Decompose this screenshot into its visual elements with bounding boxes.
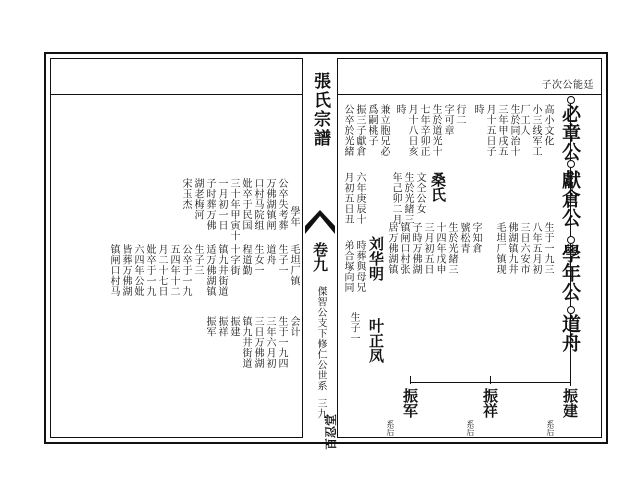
lineage-node-icon [567,96,575,104]
bio-col: 生于一九三 [542,222,553,275]
bio-col: 小三线军工 [530,104,541,157]
left-col: 毛坦厂镇 [288,244,299,286]
bio-col: 居万佛湖镇 [386,222,397,275]
child-note-1: 系后 [546,420,555,436]
volume-label: 卷九 [311,242,329,272]
left-col: 三日万佛湖 [252,316,263,369]
bio-col: 子時万佛湖 [410,222,421,275]
spouse-text: 生於光緒三 [402,172,413,225]
lineage-name-3: 學年公 [559,244,581,301]
lineage-name-4: 道舟 [559,314,581,352]
left-col: 三十年甲寅十 [228,178,239,241]
bio-col: 月初五日丑 [342,172,353,225]
bio-col: 字可章 [442,104,453,136]
lineage-node-icon [567,236,575,244]
bio-col: 镇闸口村张 [398,222,409,275]
children-branch-tick [490,376,491,384]
left-col: 镇九井街道 [240,316,251,369]
spouse-text: 文仝公女 [414,172,425,214]
child-name-3: 振军 [401,388,419,418]
genealogy-title: 張氏宗譜 [310,72,330,148]
left-col: 一月初一日 [216,178,227,231]
spine-chevron-icon [303,210,337,236]
child-name-1: 振建 [561,388,579,418]
bio-col: 佛湖镇九井 [506,222,517,275]
left-col: 生子一 [276,244,287,276]
spine-column [302,58,339,451]
bio-col: 生於光緒三 [446,222,457,275]
bio-col: 時葬與母兄 [354,240,365,293]
bio-col: 時 [394,104,405,115]
left-col: 妣卒于一九 [144,244,155,297]
bio-col: 三日六安市 [518,222,529,275]
bio-col: 號松青 [458,222,469,254]
bio-col: 十四年戊申 [434,222,445,275]
left-col: 湖老梅河 [192,178,203,220]
left-col: 道舟 [264,244,275,265]
children-branch-tick [410,376,411,384]
bio-col: 生子一 [348,312,359,344]
left-col: 三年六月初 [264,316,275,369]
child-note-3: 系后 [386,420,395,436]
bio-col: 爲嗣桃子 [366,104,377,146]
bio-col: 公卒於光緒 [342,104,353,157]
left-col: 程道勤 [240,244,251,276]
child-name-2: 振祥 [481,388,499,418]
lineage-node-icon [567,306,575,314]
bio-col: 三年甲戌五 [496,104,507,157]
left-col: 公卒失考葬 [276,178,287,231]
left-col: 六四年公妣 [132,244,143,297]
page-number: 三九 [315,398,326,419]
child-note-2: 系后 [466,420,475,436]
bio-col: 生於同治十 [508,104,519,157]
bio-col: 生於道光十 [430,104,441,157]
left-col: 万佛湖镇闸 [264,178,275,231]
bio-col: 三月初五日 [422,222,433,275]
left-col: 五四年十二 [168,244,179,297]
bio-col: 毛坦厂镇现 [494,222,505,275]
left-col: 会计 [288,316,299,337]
left-col: 妣卒于民国 [240,178,251,231]
lineage-name-2: 獻倉公 [559,170,581,227]
spouse-name-2: 刘华明 [367,236,385,281]
lineage-name-1: 必章公 [559,104,581,161]
left-col: 皆葬万佛湖 [120,244,131,297]
bio-col: 七年辛卯正 [418,104,429,157]
left-col: 學年 [288,206,299,227]
bio-col: 月十五日子 [484,104,495,157]
left-col: 振建 [228,316,239,337]
left-col: 镇九井街道 [216,244,227,297]
bio-col: 行二 [454,104,465,125]
branch-label: 傑智公支下修仁公世系 [315,286,326,391]
left-col: 公卒于一九 [180,244,191,297]
spouse-name-3: 叶正凤 [367,318,385,363]
bio-col: 字知倉 [470,222,481,254]
bio-col: 弟合塚向同 [342,240,353,293]
bio-col: 八年五月初 [530,222,541,275]
left-col: 宋玉杰 [180,178,191,210]
bio-col: 振三子獻倉 [354,104,365,157]
left-col: 生女一 [252,244,263,276]
left-col: 适万佛湖镇 [204,244,215,297]
children-branch-tick [570,376,571,384]
lineage-node-icon [567,160,575,168]
left-col: 生子三 [192,244,203,276]
bio-col: 月十八日亥 [406,104,417,157]
hall-name: 百忍堂 [324,413,339,451]
left-col: 镇闸口村马 [108,244,119,297]
left-col: 十字街 [228,244,239,276]
bio-col: 時 [472,104,483,115]
left-col: 子时葬万佛 [204,178,215,231]
header-note: 子次公能廷 [541,80,594,91]
spouse-text: 年己卯二月 [390,172,401,225]
bio-col: 高小文化 [542,104,553,146]
bio-col: 厂工人 [518,104,529,136]
left-col: 口村马院组 [252,178,263,231]
left-col: 生于一九四 [276,316,287,369]
left-col: 月二十七日 [156,244,167,297]
left-col: 振祥 [216,316,227,337]
spouse-name-1: 桑氏 [429,172,447,202]
bio-col: 兼立胞兄必 [378,104,389,157]
left-col: 振军 [204,316,215,337]
bio-col: 六年庚辰十 [354,172,365,225]
